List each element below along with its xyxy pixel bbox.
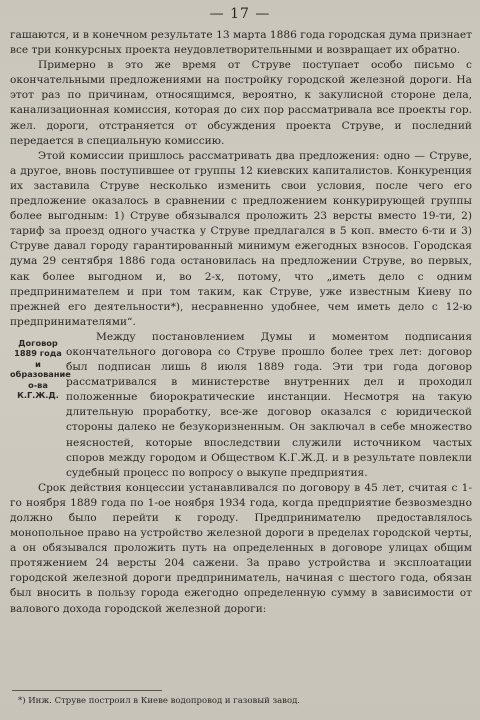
page-number: — 17 — — [209, 6, 271, 22]
footnote-rule — [12, 690, 162, 691]
paragraph-5: Срок действия концессии устанавливался по договору в 45 лет, считая с 1-го ноября 1889 года по 1-ое ноября 1934 года, когда предприятие безвозмездно должно было перейти к городу. Предпринимателю предоставлялось монопольное право на устройство железной дороги в пределах городской черты, а он обязывался проложить путь на определенных в договоре улицах общим протяжением 24 версты 204 сажени. За право устройства и эксплоатации городской железной дороги предприниматель, начиная с шестого года, обязан был вносить в пользу города ежегодно определенную сумму в зависимости от валового дохода городской железной дороги: — [10, 481, 472, 615]
paragraph-4: Между постановлением Думы и моментом подписания окончательного договора со Струве прошло более трех лет: договор был подписан лишь 8 июля 1889 года. Эти три года договор рассматривался в министерстве внутренних дел и проходил положенные биорократические инстанции. Несмотря на такую длительную проработку, все-же договор оказался с юридической стороны далеко не безукоризненным. Он заключал в себе множество неясностей, которые впоследствии служили источником частых споров между городом и Обществом К.Г.Ж.Д. и в результате повлекли судебный процесс по вопросу о выкупе предприятия. — [66, 330, 472, 479]
footnote: *) Инж. Струве построил в Киеве водопровод и газовый завод. — [18, 696, 301, 706]
paragraph-3: Этой комиссии пришлось рассматривать два предложения: одно — Струве, а другое, вновь поступившее от группы 12 киевских капиталистов. Конкуренция их заставила Струве несколько изменить свои условия, после чего его предложение оказалось в сравнении с предложением конкурирующей группы более выгодным: 1) Струве обязывался проложить 23 версты вместо 19-ти, 2) тариф за проезд одного участка у Струве предлагался в 5 коп. вместо 6-ти и 3) Струве давал городу гарантированный минимум ежегодных взносов. Городская дума 29 сентября 1886 года остановилась на предложении Струве, во первых, как более выгодном и, во 2-х, потому, что „иметь дело с одним предпринимателем и при том таким, как Струве, уже известным Киеву по прежней его деятельности*), несравненно удобнее, чем иметь дело с 12-ю предпринимателями“. — [10, 149, 472, 328]
paragraph-2: Примерно в это же время от Струве поступает особо письмо с окончательными предложениями на постройку городской железной дороги. На этот раз по причинам, относящимся, вероятно, к закулисной стороне дела, канализационная комиссия, которая до сих пор рассматривала все проекты гор. жел. дороги, отстраняется от обсуждения проекта Струве, и последний передается в специальную комиссию. — [10, 59, 472, 147]
margin-note-section — [10, 330, 472, 481]
page-body — [10, 28, 472, 617]
margin-note: Договор 1889 года и образование о-ва К.Г.Ж.Д. — [10, 337, 71, 401]
paragraph-1: гашаются, и в конечном результате 13 марта 1886 года городская дума признает все три конкурсных проекта неудовлетворительными и возвращает их обратно. — [10, 29, 472, 57]
